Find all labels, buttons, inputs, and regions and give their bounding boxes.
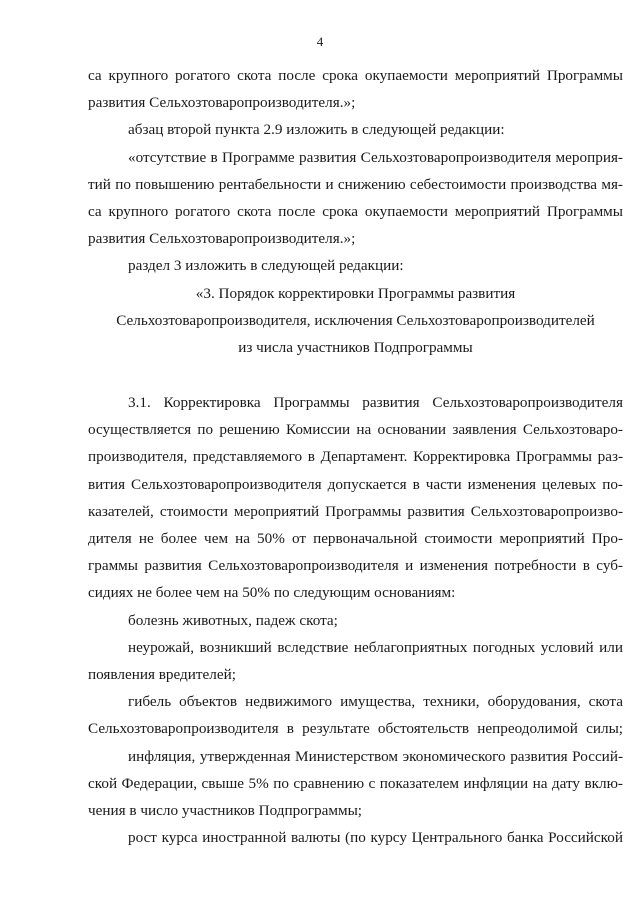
text-line: «3. Порядок корректировки Программы развития <box>195 284 516 302</box>
text-line: появления вредителей; <box>88 665 236 683</box>
text-line: гибель объектов недвижимого имущества, техники, оборудования, скота <box>128 693 623 711</box>
text-line: чения в число участников Подпрограммы; <box>88 801 363 819</box>
text-line: дителя не более чем на 50% от первоначальной стоимости мероприятий Про- <box>88 530 623 547</box>
text-line: «отсутствие в Программе развития Сельхозтоваропроизводителя мероприя- <box>128 148 623 166</box>
document-body <box>88 62 623 851</box>
text-line: тий по повышению рентабельности и снижению себестоимости производства мя- <box>88 175 623 193</box>
text-line: вития Сельхозтоваропроизводителя допускается в части изменения целевых по- <box>88 475 623 493</box>
text-line: болезнь животных, падеж скота; <box>128 611 338 629</box>
text-line: производителя, представляемого в Департамент. Корректировка Программы раз- <box>88 448 623 466</box>
text-line: 3.1. Корректировка Программы развития Сельхозтоваропроизводителя <box>128 394 623 412</box>
text-line: развития Сельхозтоваропроизводителя.»; <box>88 94 356 112</box>
text-line: са крупного рогатого скота после срока окупаемости мероприятий Программы <box>88 202 623 220</box>
text-line: развития Сельхозтоваропроизводителя.»; <box>88 230 356 248</box>
text-line: осуществляется по решению Комиссии на основании заявления Сельхозтоваро- <box>88 421 623 439</box>
text-line: са крупного рогатого скота после срока окупаемости мероприятий Программы <box>88 67 623 84</box>
text-line: инфляция, утвержденная Министерством экономического развития Россий- <box>128 747 623 765</box>
text-line: рост курса иностранной валюты (по курсу Центрального банка Российской <box>128 829 623 847</box>
text-line: казателей, стоимости мероприятий Программы развития Сельхозтоваропроизво- <box>88 502 623 520</box>
text-line: граммы развития Сельхозтоваропроизводителя и изменения потребности в суб- <box>88 557 623 575</box>
text-line: Сельхозтоваропроизводителя в результате обстоятельств непреодолимой силы; <box>88 720 623 738</box>
text-line: сидиях не более чем на 50% по следующим основаниям: <box>88 584 456 602</box>
text-line: абзац второй пункта 2.9 изложить в следующей редакции: <box>128 121 505 139</box>
text-line: неурожай, возникший вследствие неблагоприятных погодных условий или <box>128 638 623 656</box>
paragraph-gap <box>88 361 623 389</box>
text-line: Сельхозтоваропроизводителя, исключения Сельхозтоваропроизводителей <box>116 311 595 329</box>
page-number: 4 <box>316 34 324 49</box>
text-line: из числа участников Подпрограммы <box>238 338 473 356</box>
text-line: ской Федерации, свыше 5% по сравнению с показателем инфляции на дату вклю- <box>88 774 623 792</box>
text-line: раздел 3 изложить в следующей редакции: <box>128 257 404 275</box>
